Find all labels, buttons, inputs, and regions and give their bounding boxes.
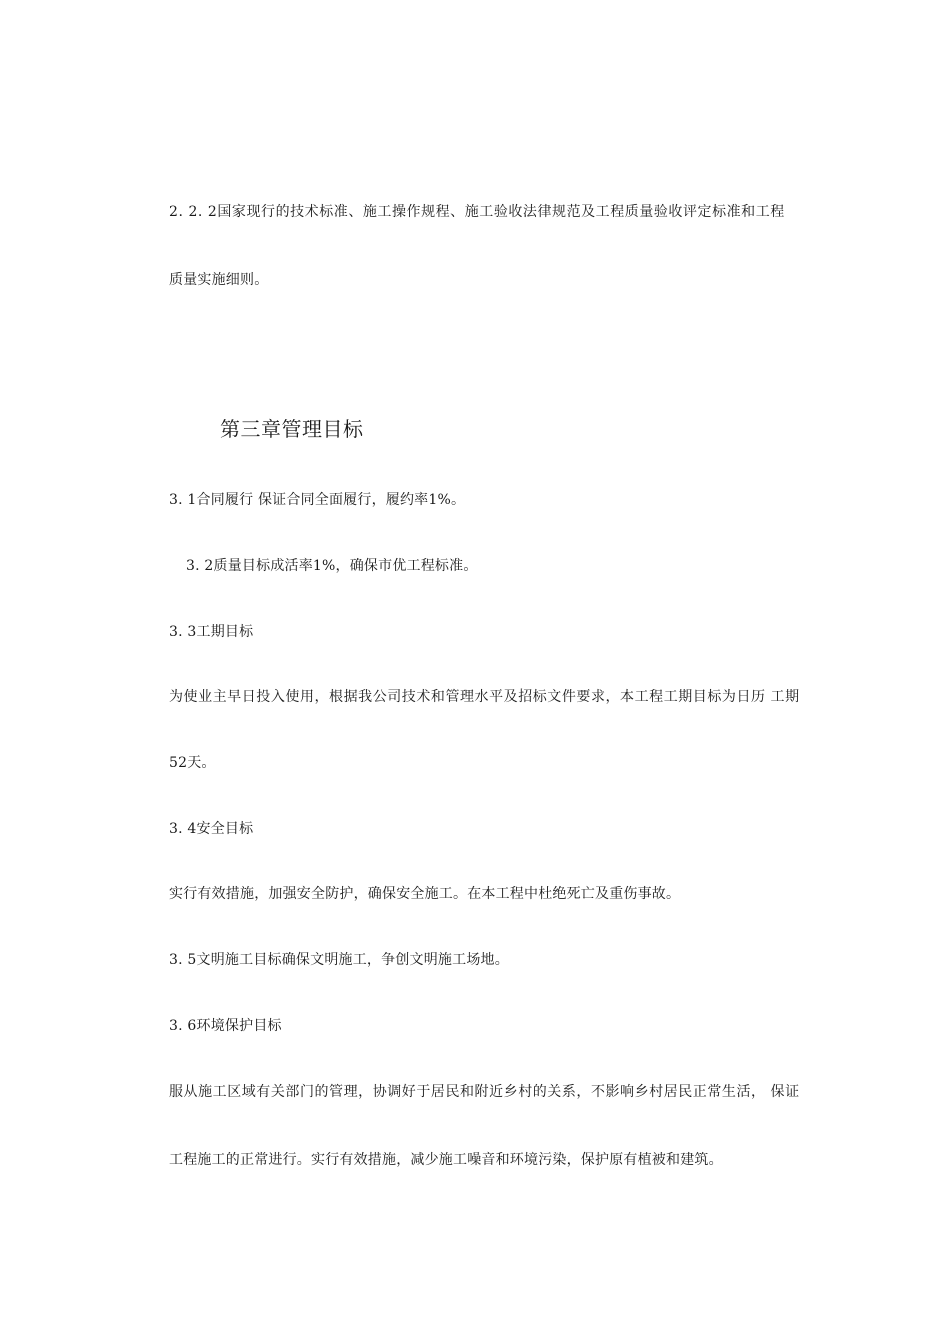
item-3-3-body-line-2: 52天。 <box>169 755 216 771</box>
chapter-title: 第三章管理目标 <box>220 417 364 441</box>
section-2-2-2-line-1: 2. 2. 2国家现行的技术标准、施工操作规程、施工验收法律规范及工程质量验收评定标准和工程 <box>169 204 785 220</box>
item-3-4-heading: 3. 4安全目标 <box>169 821 254 837</box>
item-3-3-body-line-1: 为使业主早日投入使用，根据我公司技术和管理水平及招标文件要求，本工程工期目标为日历 工期 <box>169 689 800 705</box>
item-3-5: 3. 5文明施工目标确保文明施工，争创文明施工场地。 <box>169 952 509 968</box>
item-3-2: 3. 2质量目标成活率1%，确保市优工程标准。 <box>186 558 478 574</box>
item-3-4-body: 实行有效措施，加强安全防护，确保安全施工。在本工程中杜绝死亡及重伤事故。 <box>169 886 681 902</box>
item-3-6-body-line-2: 工程施工的正常进行。实行有效措施，减少施工噪音和环境污染，保护原有植被和建筑。 <box>169 1152 723 1168</box>
item-3-6-body-line-1: 服从施工区域有关部门的管理，协调好于居民和附近乡村的关系，不影响乡村居民正常生活， 保证 <box>169 1084 800 1100</box>
item-3-1: 3. 1合同履行 保证合同全面履行，履约率1%。 <box>169 492 466 508</box>
item-3-3-heading: 3. 3工期目标 <box>169 624 254 640</box>
section-2-2-2-line-2: 质量实施细则。 <box>169 272 269 288</box>
item-3-6-heading: 3. 6环境保护目标 <box>169 1018 282 1034</box>
